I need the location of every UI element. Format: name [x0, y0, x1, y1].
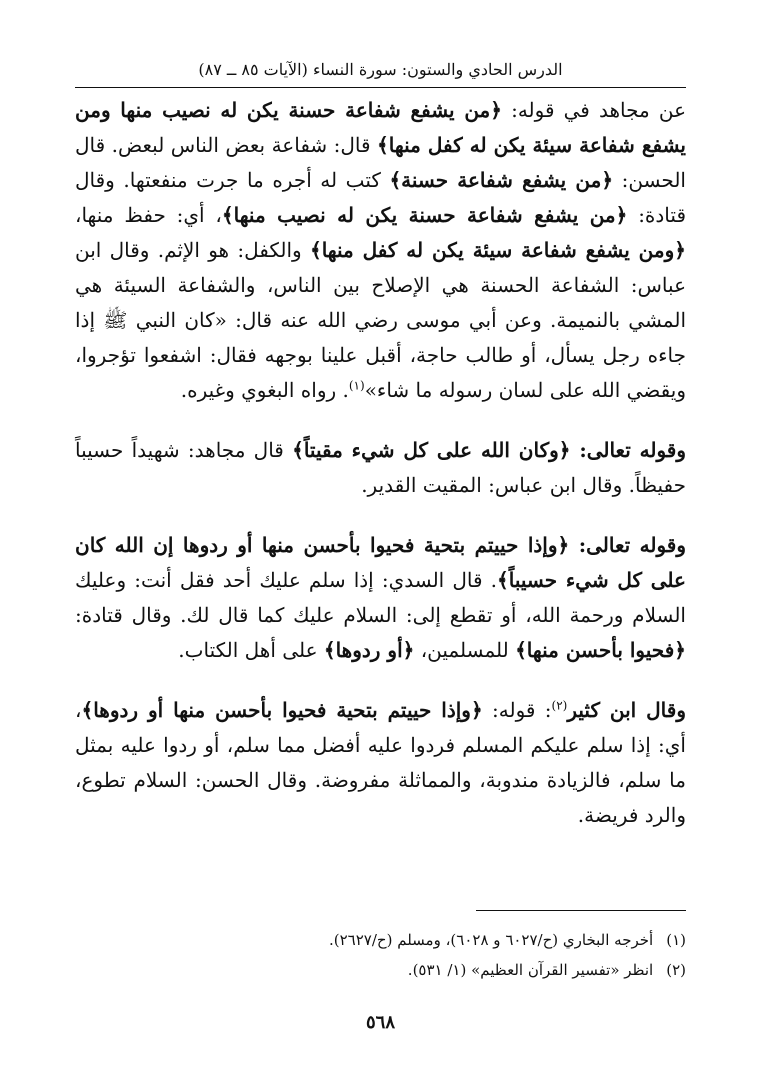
- quran-quote: ﴿من يشفع شفاعة حسنة يكن له نصيب منها ومن يشفع شفاعة سيئة يكن له كفل منها﴾: [75, 98, 686, 157]
- footnote-text: انظر «تفسير القرآن العظيم» (١/ ٥٣١).: [407, 961, 654, 979]
- verse-intro: وقال ابن كثير: [567, 698, 686, 722]
- footnote-item: [75, 955, 686, 985]
- quran-quote: ﴿أو ردوها﴾: [323, 638, 415, 662]
- footnote-text: أخرجه البخاري (ح/٦٠٢٧ و ٦٠٢٨)، ومسلم (ح/٢٦٢٧).: [329, 931, 654, 949]
- verse-intro: وقوله تعالى:: [569, 533, 686, 557]
- footnote-ref[interactable]: (٢): [551, 698, 568, 713]
- text-segment: كتب له أجره ما جرت منفعتها. وقال قتادة:: [75, 168, 687, 227]
- running-header: الدرس الحادي والستون: سورة النساء (الآيات ٨٥ ــ ٨٧): [198, 60, 563, 79]
- text-segment: على أهل الكتاب.: [178, 638, 324, 662]
- verse-intro: وقوله تعالى:: [570, 438, 686, 462]
- paragraph-1: [75, 93, 686, 408]
- footnote-number: (٢): [666, 961, 686, 979]
- text-segment: للمسلمين،: [414, 638, 516, 662]
- paragraph-3: [75, 528, 686, 668]
- text-segment: : قوله:: [482, 698, 552, 722]
- paragraph-2: [75, 433, 686, 503]
- footnote-item: [75, 925, 686, 955]
- text-segment: ، أي: إذا سلم عليكم المسلم فردوا عليه أفضل مما سلم، أو ردوا عليه بمثل ما سلم، فالزيادة مندوبة، والمماثلة مفروضة. وقال الحسن: السلام تطوع، والرد فريضة.: [75, 698, 686, 827]
- page-number: ٥٦٨: [365, 1012, 395, 1033]
- quran-quote: ﴿فحيوا بأحسن منها﴾: [515, 638, 686, 662]
- paragraph-4: [75, 693, 686, 833]
- text-segment: عن مجاهد في قوله:: [501, 98, 686, 122]
- quran-quote: ﴿ومن يشفع شفاعة سيئة يكن له كفل منها﴾: [309, 238, 686, 262]
- text-segment: والكفل: هو الإثم. وقال ابن عباس: الشفاعة الحسنة هي الإصلاح بين الناس، والشفاعة السيئة هي المشي بالنميمة. وعن أبي موسى رضي الله عنه قال: «كان النبي ﷺ إذا جاءه رجل يسأل، أو طالب حاجة، أقبل علينا بوجهه فقال: اشفعوا تؤجروا، ويقضي الله على لسان رسوله ما شاء»: [75, 238, 686, 402]
- footnote-rule: [476, 910, 686, 911]
- quran-quote: ﴿وكان الله على كل شيء مقيتاً﴾: [292, 438, 571, 462]
- text-segment: قال مجاهد: شهيداً حسيباً حفيظاً. وقال ابن عباس: المقيت القدير.: [75, 438, 686, 497]
- text-segment: . قال السدي: إذا سلم عليك أحد فقل أنت: وعليك السلام ورحمة الله، أو تقطع إلى: السلام عليك كما قال لك. وقال قتادة:: [75, 568, 686, 627]
- quran-quote: ﴿وإذا حييتم بتحية فحيوا بأحسن منها أو ردوها إن الله كان على كل شيء حسيباً﴾: [75, 533, 686, 592]
- header-rule: [75, 87, 686, 88]
- text-segment: ، أي: حفظ منها،: [75, 203, 222, 227]
- quran-quote: ﴿من يشفع شفاعة حسنة يكن له نصيب منها﴾: [221, 203, 628, 227]
- text-segment: . رواه البغوي وغيره.: [180, 378, 349, 402]
- quran-quote: ﴿من يشفع شفاعة حسنة﴾: [389, 168, 614, 192]
- footnote-ref[interactable]: (١): [348, 378, 365, 393]
- text-segment: قال: شفاعة بعض الناس لبعض. قال الحسن:: [75, 133, 686, 192]
- quran-quote: ﴿وإذا حييتم بتحية فحيوا بأحسن منها أو ردوها﴾: [81, 698, 483, 722]
- footnotes: [75, 925, 686, 985]
- footnote-number: (١): [666, 931, 686, 949]
- main-text: [75, 93, 686, 833]
